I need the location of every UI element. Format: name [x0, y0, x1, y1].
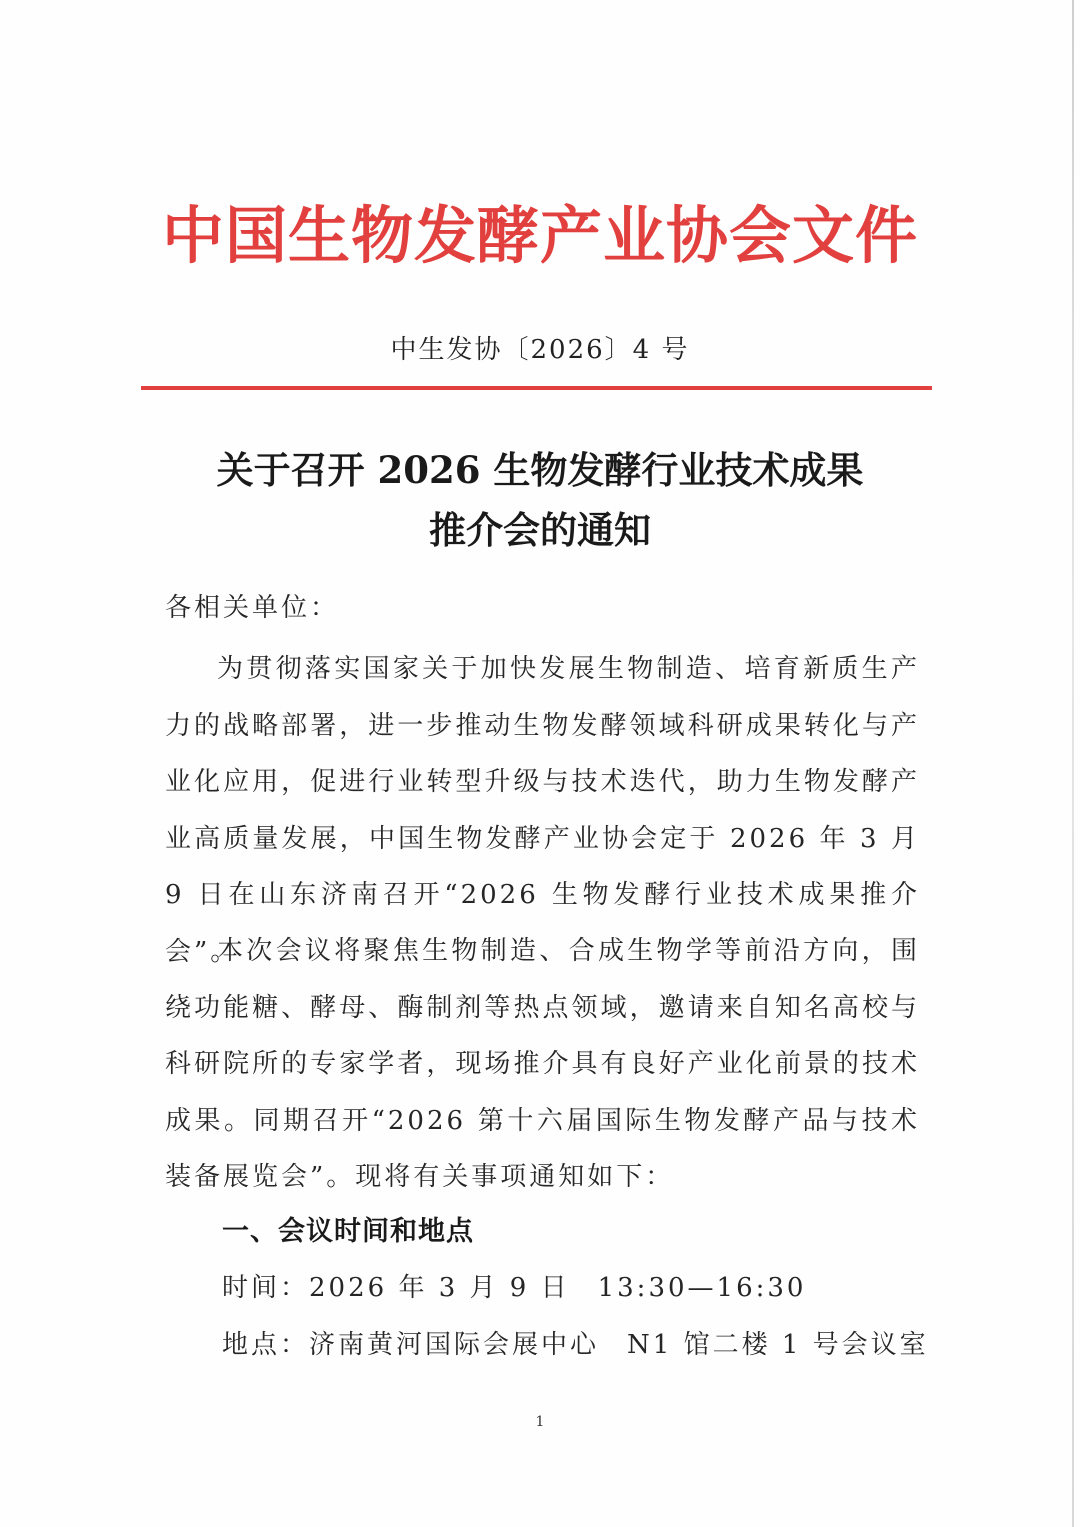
meeting-time: [222, 1268, 806, 1308]
page-number: 1: [535, 1414, 545, 1430]
time-date: 2026 年 3 月 9 日: [309, 1273, 570, 1303]
place-venue: 济南黄河国际会展中心: [309, 1330, 600, 1360]
notice-title-line-1: 关于召开 2026 生物发酵行业技术成果: [216, 448, 864, 492]
issuer-title: 中国生物发酵产业协会文件: [161, 199, 918, 272]
paragraph-2: 本次会议将聚焦生物制造、合成生物学等前沿方向，围绕功能糖、酵母、酶制剂等热点领域，邀请来自知名高校与科研院所的专家学者，现场推介具有良好产业化前景的技术成果。同期召开“2026 第十六届国际生物发酵产品与技术装备展览会”。现将有关事项通知如下：: [165, 936, 920, 1192]
red-divider: [141, 386, 932, 390]
paragraph-1: 为贯彻落实国家关于加快发展生物制造、培育新质生产力的战略部署，进一步推动生物发酵领域科研成果转化与产业化应用，促进行业转型升级与技术迭代，助力生物发酵产业高质量发展，中国生物发酵产业协会定于 2026 年 3 月 9 日在山东济南召开“2026 生物发酵行业技术成果推介会”。: [165, 654, 920, 967]
meeting-place: [222, 1325, 929, 1365]
salutation: 各相关单位：: [165, 593, 340, 623]
document-number: 中生发协〔2026〕4 号: [390, 335, 690, 365]
time-range: 13:30—16:30: [597, 1273, 807, 1303]
section-heading-1: 一、会议时间和地点: [222, 1216, 474, 1247]
notice-title: [0, 440, 1080, 560]
place-label: 地点：: [222, 1330, 310, 1360]
time-label: 时间：: [222, 1273, 310, 1303]
notice-title-line-2: 推介会的通知: [429, 508, 651, 552]
place-room: N1 馆二楼 1 号会议室: [627, 1330, 929, 1360]
